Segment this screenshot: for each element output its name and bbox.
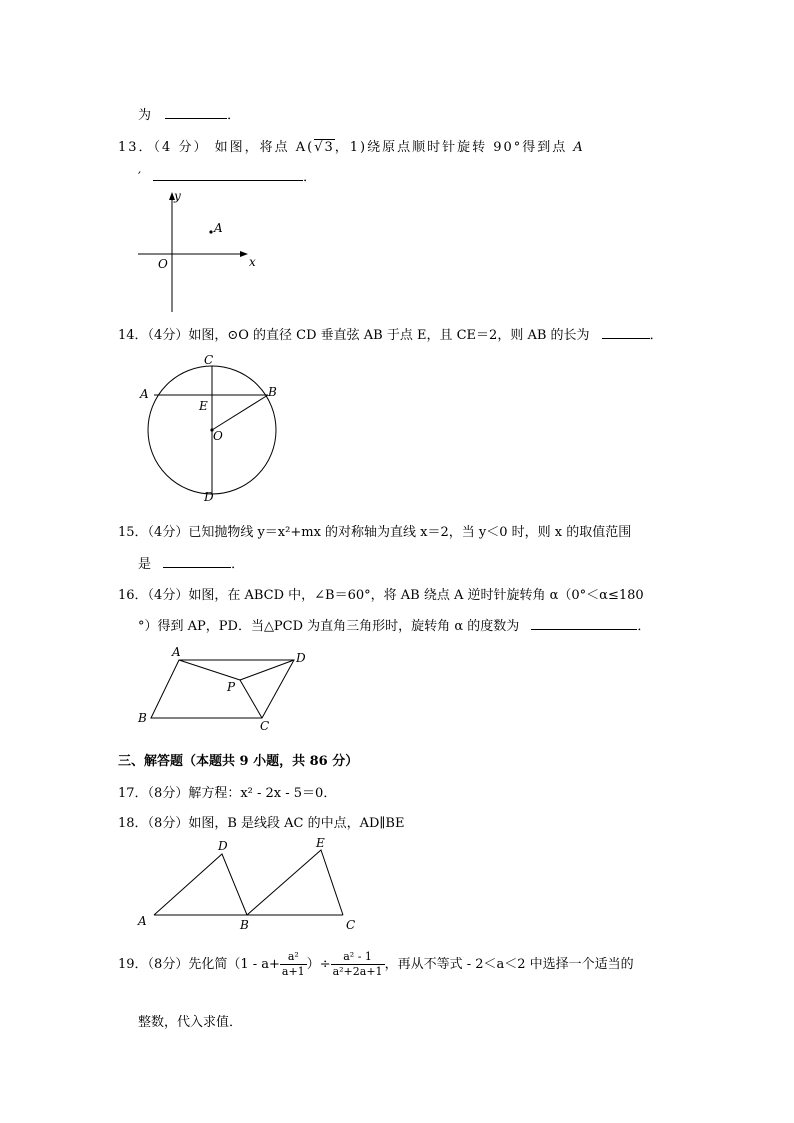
label-d: D — [204, 490, 214, 504]
label-d: D — [296, 651, 306, 665]
q18-number: 18． — [118, 816, 148, 831]
q15-points: （4分） — [147, 525, 189, 540]
q13-number: 13． — [118, 140, 154, 155]
q18-points: （8分） — [147, 816, 189, 831]
q15-line1 — [118, 521, 631, 540]
q13-line2: ′ ． — [138, 170, 317, 185]
q13-prime: ′ — [138, 170, 141, 185]
q15-text2: 是 — [138, 557, 152, 572]
q13-answer-blank[interactable] — [153, 168, 303, 181]
q13-figure — [130, 188, 270, 314]
label-c: C — [260, 719, 270, 733]
segment-pd — [240, 660, 294, 680]
q16-line1 — [118, 584, 644, 603]
q14-line: 14．（4分）如图，⊙O 的直径 CD 垂直弦 AB 于点 E，且 CE＝2，则 AB 的长为 ． — [118, 328, 663, 343]
q15-line2: 是 ． — [138, 557, 245, 572]
q14-figure — [134, 350, 294, 506]
q17-line — [118, 782, 336, 801]
label-e: E — [199, 399, 208, 413]
q15-answer-blank[interactable] — [163, 555, 231, 568]
q17-number: 17． — [118, 786, 148, 801]
q19-mid: ）÷ — [306, 957, 331, 972]
label-a: A — [138, 914, 147, 928]
q16-text1: 如图，在 ABCD 中，∠B＝60°，将 AB 绕点 A 逆时针旋转角 α（0°＜α≤180 — [188, 588, 644, 603]
q15-number: 15． — [118, 525, 148, 540]
q19-line2: 整数，代入求值． — [138, 1015, 243, 1030]
q18-line — [118, 812, 404, 831]
q16-points: （4分） — [147, 588, 189, 603]
q16-number: 16． — [118, 588, 148, 603]
q12-prefix: 为 — [138, 108, 152, 123]
q16-figure — [134, 642, 314, 734]
q13-text2: ，1)绕原点顺时针旋转 90°得到点 — [334, 140, 574, 155]
q19-number: 19． — [118, 957, 148, 972]
label-b: B — [240, 918, 249, 932]
q18-text: 如图，B 是线段 AC 的中点，AD∥BE — [188, 816, 405, 831]
q15-text1: 已知抛物线 y＝x²+mx 的对称轴为直线 x＝2，当 y＜0 时，则 x 的取值范围 — [188, 525, 632, 540]
q16-answer-blank[interactable] — [531, 617, 637, 630]
q13-sqrt: √3 — [314, 140, 335, 155]
q19-fraction1: $\frac{\text{a²}}{a+1}$ — [281, 950, 305, 978]
q13-text1: 如图，将点 A( — [214, 140, 315, 155]
q19-fraction2: $\frac{\text{a² - 1}}{\text{a²+2a+1}}$ — [332, 950, 383, 978]
q14-answer-blank[interactable] — [602, 326, 650, 339]
q14-text: 如图，⊙O 的直径 CD 垂直弦 AB 于点 E，且 CE＝2，则 AB 的长为 — [188, 328, 590, 343]
q14-number: 14． — [118, 328, 148, 343]
section-title: 三、解答题（本题共 9 小题，共 86 分） — [118, 754, 359, 769]
label-b: B — [138, 711, 147, 725]
x-arrow-icon — [240, 251, 248, 257]
q19-points: （8分） — [147, 957, 189, 972]
label-c: C — [204, 353, 214, 367]
q13-point-label: A — [573, 140, 585, 155]
q19-pre: 先化简（1 - a+ — [188, 957, 280, 972]
q17-points: （8分） — [147, 786, 189, 801]
q12-answer-blank[interactable] — [165, 106, 227, 119]
point-a-label: A — [214, 221, 223, 235]
q14-points: （4分） — [147, 328, 189, 343]
q13-line1 — [118, 136, 585, 155]
label-d: D — [218, 839, 228, 853]
q12-tail: 为 ． — [138, 108, 241, 123]
label-o: O — [213, 429, 223, 443]
q13-points: （4 分） — [153, 140, 209, 155]
q17-text: 解方程：x² - 2x - 5＝0． — [188, 786, 337, 801]
q19-post: ，再从不等式 - 2＜a＜2 中选择一个适当的 — [384, 957, 634, 972]
segment-ob — [212, 395, 268, 430]
q19-line1 — [118, 950, 634, 979]
label-c: C — [346, 918, 356, 932]
label-a: A — [172, 645, 181, 659]
label-e: E — [316, 836, 325, 850]
label-p: P — [227, 680, 236, 694]
q18-figure — [134, 836, 364, 938]
segment-pc — [240, 680, 262, 718]
point-a — [209, 230, 212, 233]
triangle-bec — [247, 850, 343, 915]
parallelogram-abcd — [151, 660, 294, 718]
segment-ap — [179, 660, 240, 680]
y-label: y — [174, 189, 181, 203]
label-a: A — [140, 387, 149, 401]
label-b: B — [268, 385, 277, 399]
origin-label: O — [158, 257, 168, 271]
triangle-abd — [154, 854, 247, 915]
x-label: x — [249, 255, 256, 269]
q16-line2: °）得到 AP，PD．当△PCD 为直角三角形时，旋转角 α 的度数为 ． — [138, 619, 651, 634]
q16-text2: °）得到 AP，PD．当△PCD 为直角三角形时，旋转角 α 的度数为 — [138, 619, 520, 634]
